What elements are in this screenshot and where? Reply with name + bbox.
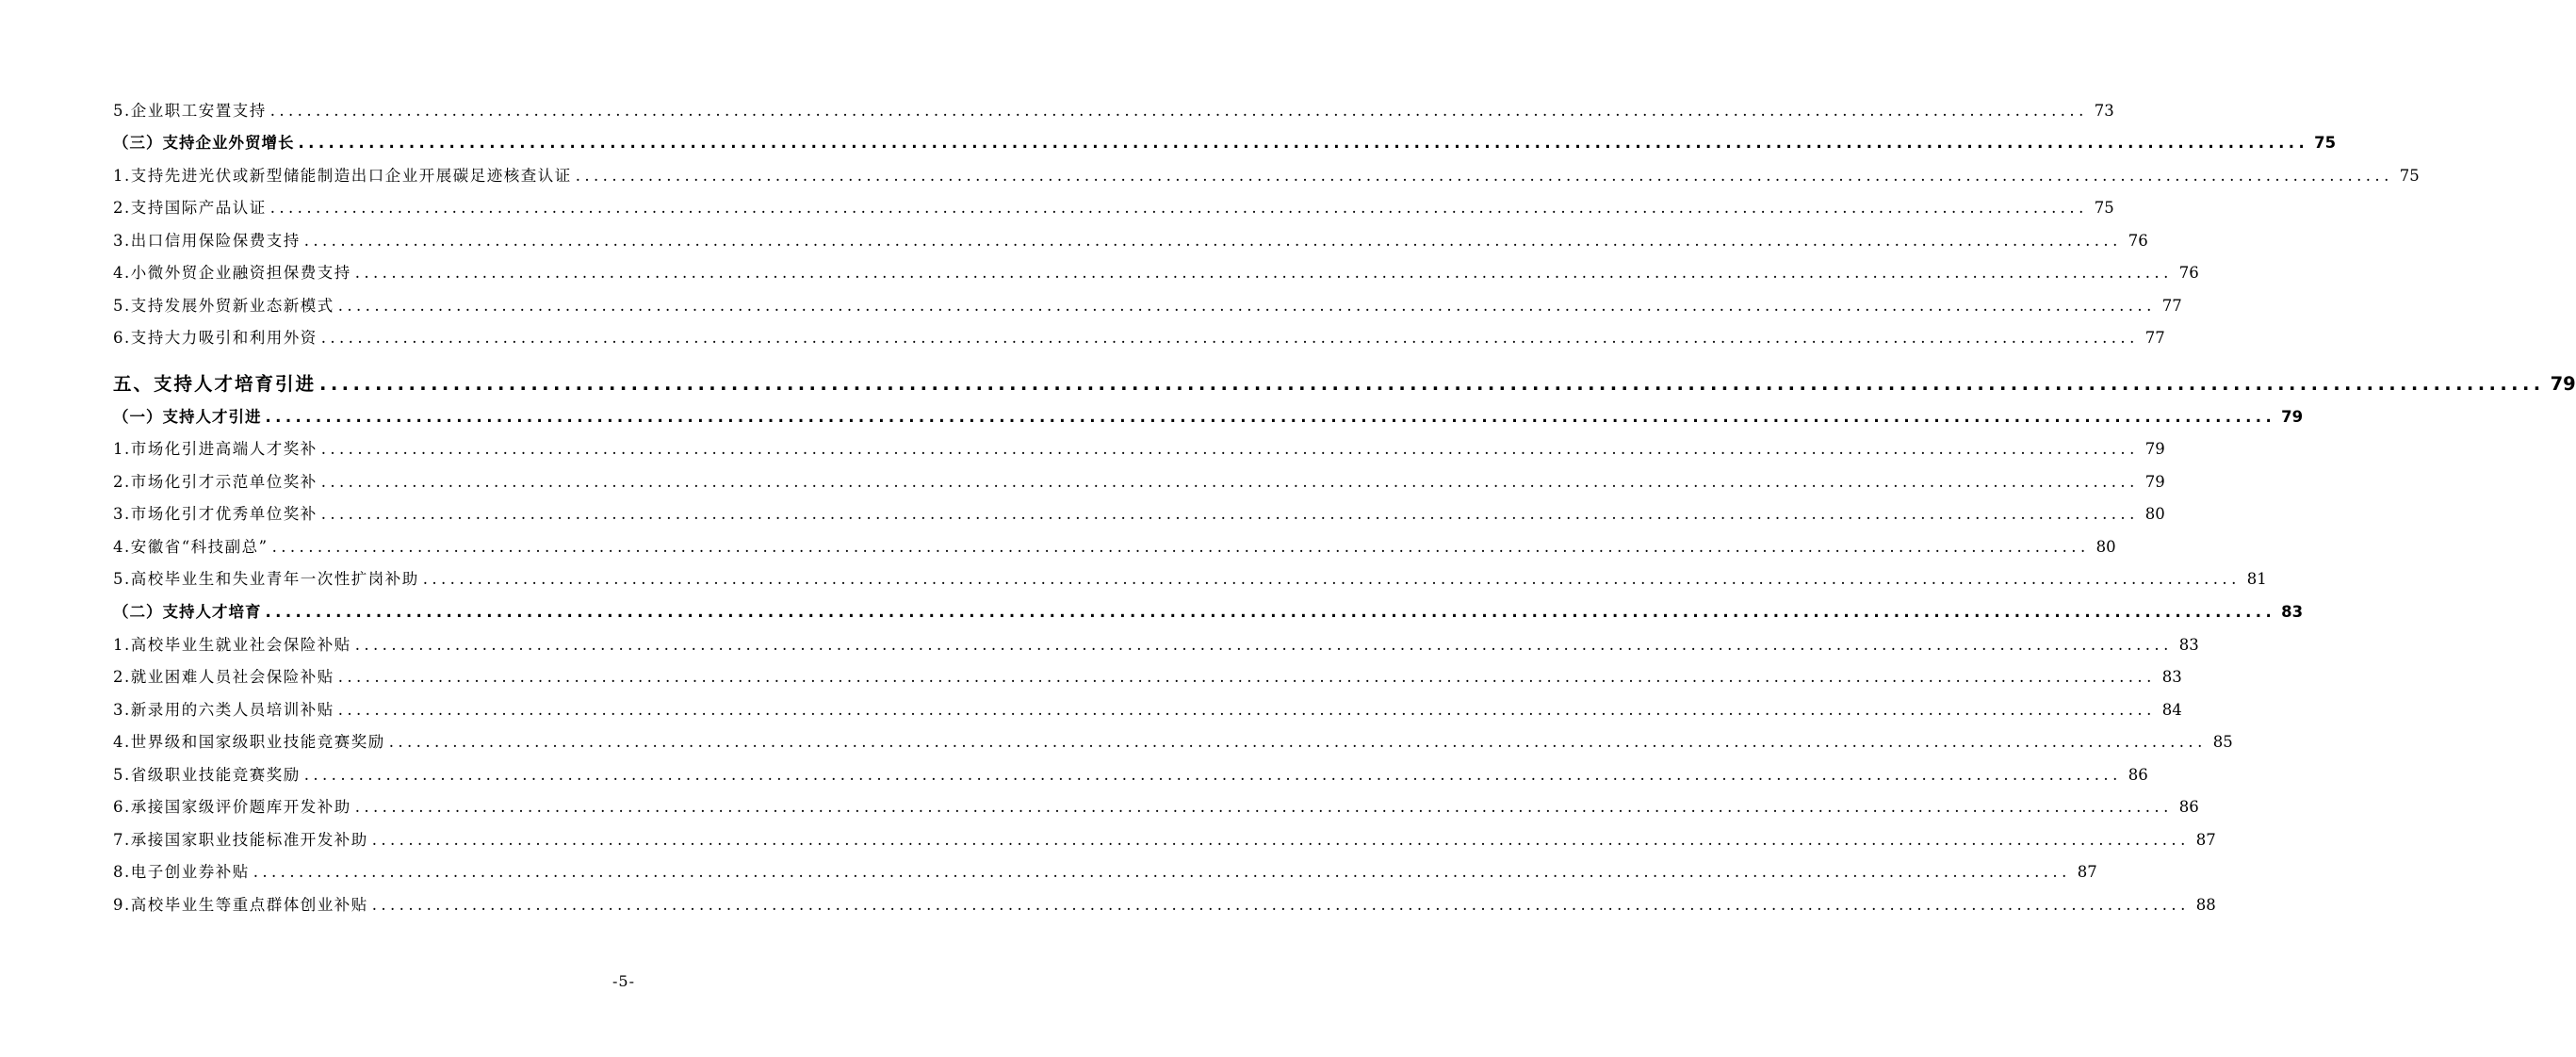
toc-entry-page: 75 (2399, 167, 2420, 185)
dot-leader: ........................................................................................................................................................................................................ (253, 863, 2071, 881)
dot-leader: ........................................................................................................................................................................................................ (337, 297, 2156, 315)
toc-entry-title: 8.电子创业券补贴 (113, 863, 250, 881)
toc-entry (113, 635, 2199, 656)
toc-entry-title: 6.承接国家级评价题库开发补助 (113, 798, 351, 816)
toc-entry-title: 2.市场化引才示范单位奖补 (113, 473, 318, 491)
toc-entry-page: 79 (2550, 373, 2576, 395)
toc-entry-title: 五、支持人才培育引进 (113, 373, 317, 395)
dot-leader: ........................................................................................................................................................................................................ (388, 733, 2207, 751)
toc-entry-page: 80 (2095, 538, 2116, 556)
toc-entry-page: 84 (2161, 701, 2182, 719)
dot-leader: ........................................................................................................................................................................................................ (303, 232, 2122, 250)
dot-leader: ........................................................................................................................................................................................................ (319, 373, 2545, 395)
toc-entry-page: 83 (2281, 603, 2304, 621)
dot-leader: ........................................................................................................................................................................................................ (320, 505, 2139, 523)
dot-leader: ........................................................................................................................................................................................................ (354, 264, 2173, 282)
toc-entry-page: 79 (2144, 473, 2165, 491)
dot-leader: ........................................................................................................................................................................................................ (303, 766, 2122, 784)
toc-entry-page: 80 (2144, 505, 2165, 523)
toc-entry (113, 504, 2165, 525)
toc-entry-page: 83 (2178, 636, 2199, 654)
toc-entry (113, 231, 2148, 252)
page-number: -5- (612, 972, 635, 990)
toc-entry (113, 667, 2182, 688)
toc-entry-page: 77 (2161, 297, 2182, 315)
toc-entry-title: 3.市场化引才优秀单位奖补 (113, 505, 318, 523)
toc-entry (113, 895, 2216, 916)
toc-entry (113, 263, 2199, 284)
dot-leader: ........................................................................................................................................................................................................ (269, 102, 2088, 120)
toc-entry (113, 407, 2304, 428)
toc-entry-title: 9.高校毕业生等重点群体创业补贴 (113, 896, 368, 914)
toc-entry-page: 86 (2128, 766, 2148, 784)
toc-entry (113, 569, 2267, 590)
toc-entry-title: 3.新录用的六类人员培训补贴 (113, 701, 334, 719)
dot-leader: ........................................................................................................................................................................................................ (271, 538, 2090, 556)
toc-entry (113, 732, 2233, 753)
dot-leader: ........................................................................................................................................................................................................ (298, 134, 2309, 152)
toc-entry-title: 5.企业职工安置支持 (113, 102, 267, 120)
toc-entry-title: 2.支持国际产品认证 (113, 199, 267, 217)
toc-entry (113, 166, 2420, 187)
toc-entry-page: 81 (2246, 570, 2267, 588)
toc-entry-title: 5.省级职业技能竞赛奖励 (113, 766, 301, 784)
toc-entry (113, 700, 2182, 721)
toc-entry-page: 85 (2212, 733, 2233, 751)
toc-entry (113, 198, 2114, 219)
toc-entry-page: 75 (2314, 134, 2337, 152)
toc-entry (113, 296, 2182, 317)
toc-entry-page: 75 (2094, 199, 2114, 217)
toc-entry-page: 83 (2161, 668, 2182, 686)
dot-leader: ........................................................................................................................................................................................................ (422, 570, 2241, 588)
dot-leader: ........................................................................................................................................................................................................ (265, 603, 2276, 621)
toc-entry (113, 797, 2199, 818)
toc-entry-title: 6.支持大力吸引和利用外资 (113, 329, 318, 347)
dot-leader: ........................................................................................................................................................................................................ (354, 798, 2173, 816)
dot-leader: ........................................................................................................................................................................................................ (265, 408, 2276, 426)
toc-entry-page: 87 (2195, 831, 2216, 849)
toc-entry (113, 372, 2576, 397)
dot-leader: ........................................................................................................................................................................................................ (320, 440, 2139, 458)
toc-entry-title: （二）支持人才培育 (113, 603, 262, 621)
toc-entry (113, 328, 2165, 349)
dot-leader: ........................................................................................................................................................................................................ (337, 701, 2156, 719)
toc-entry-page: 76 (2128, 232, 2148, 250)
toc-entry-title: 4.安徽省“科技副总” (113, 538, 269, 556)
toc-entry-title: 2.就业困难人员社会保险补贴 (113, 668, 334, 686)
toc-entry-title: 5.高校毕业生和失业青年一次性扩岗补助 (113, 570, 419, 588)
toc-entry-title: 1.支持先进光伏或新型储能制造出口企业开展碳足迹核查认证 (113, 167, 572, 185)
toc-entry-title: 3.出口信用保险保费支持 (113, 232, 301, 250)
toc-entry-page: 79 (2281, 408, 2304, 426)
toc-entry-title: 1.市场化引进高端人才奖补 (113, 440, 318, 458)
toc-entry-page: 79 (2144, 440, 2165, 458)
dot-leader: ........................................................................................................................................................................................................ (371, 831, 2190, 849)
dot-leader: ........................................................................................................................................................................................................ (320, 329, 2139, 347)
toc-entry-page: 73 (2094, 102, 2114, 120)
dot-leader: ........................................................................................................................................................................................................ (337, 668, 2156, 686)
toc-entry (113, 133, 2337, 154)
toc-entry (113, 602, 2304, 623)
toc-entry (113, 472, 2165, 493)
toc-entry (113, 537, 2116, 558)
dot-leader: ........................................................................................................................................................................................................ (371, 896, 2190, 914)
toc-entry-page: 76 (2178, 264, 2199, 282)
dot-leader: ........................................................................................................................................................................................................ (575, 167, 2393, 185)
toc-entry-title: 4.世界级和国家级职业技能竞赛奖励 (113, 733, 385, 751)
toc-entry (113, 101, 2114, 122)
toc-entry (113, 830, 2216, 851)
dot-leader: ........................................................................................................................................................................................................ (320, 473, 2139, 491)
toc-entry-title: 7.承接国家职业技能标准开发补助 (113, 831, 368, 849)
toc-entry-page: 86 (2178, 798, 2199, 816)
toc-entry (113, 862, 2097, 883)
dot-leader: ........................................................................................................................................................................................................ (269, 199, 2088, 217)
toc-entry-page: 87 (2077, 863, 2097, 881)
toc-entry-title: 4.小微外贸企业融资担保费支持 (113, 264, 351, 282)
toc-entry-title: （一）支持人才引进 (113, 408, 262, 426)
toc-entry-title: 1.高校毕业生就业社会保险补贴 (113, 636, 351, 654)
toc-entry-title: （三）支持企业外贸增长 (113, 134, 295, 152)
toc-entry (113, 765, 2148, 786)
toc-entry-page: 88 (2195, 896, 2216, 914)
toc-entry-title: 5.支持发展外贸新业态新模式 (113, 297, 334, 315)
toc-entry-page: 77 (2144, 329, 2165, 347)
toc-entry (113, 439, 2165, 460)
dot-leader: ........................................................................................................................................................................................................ (354, 636, 2173, 654)
